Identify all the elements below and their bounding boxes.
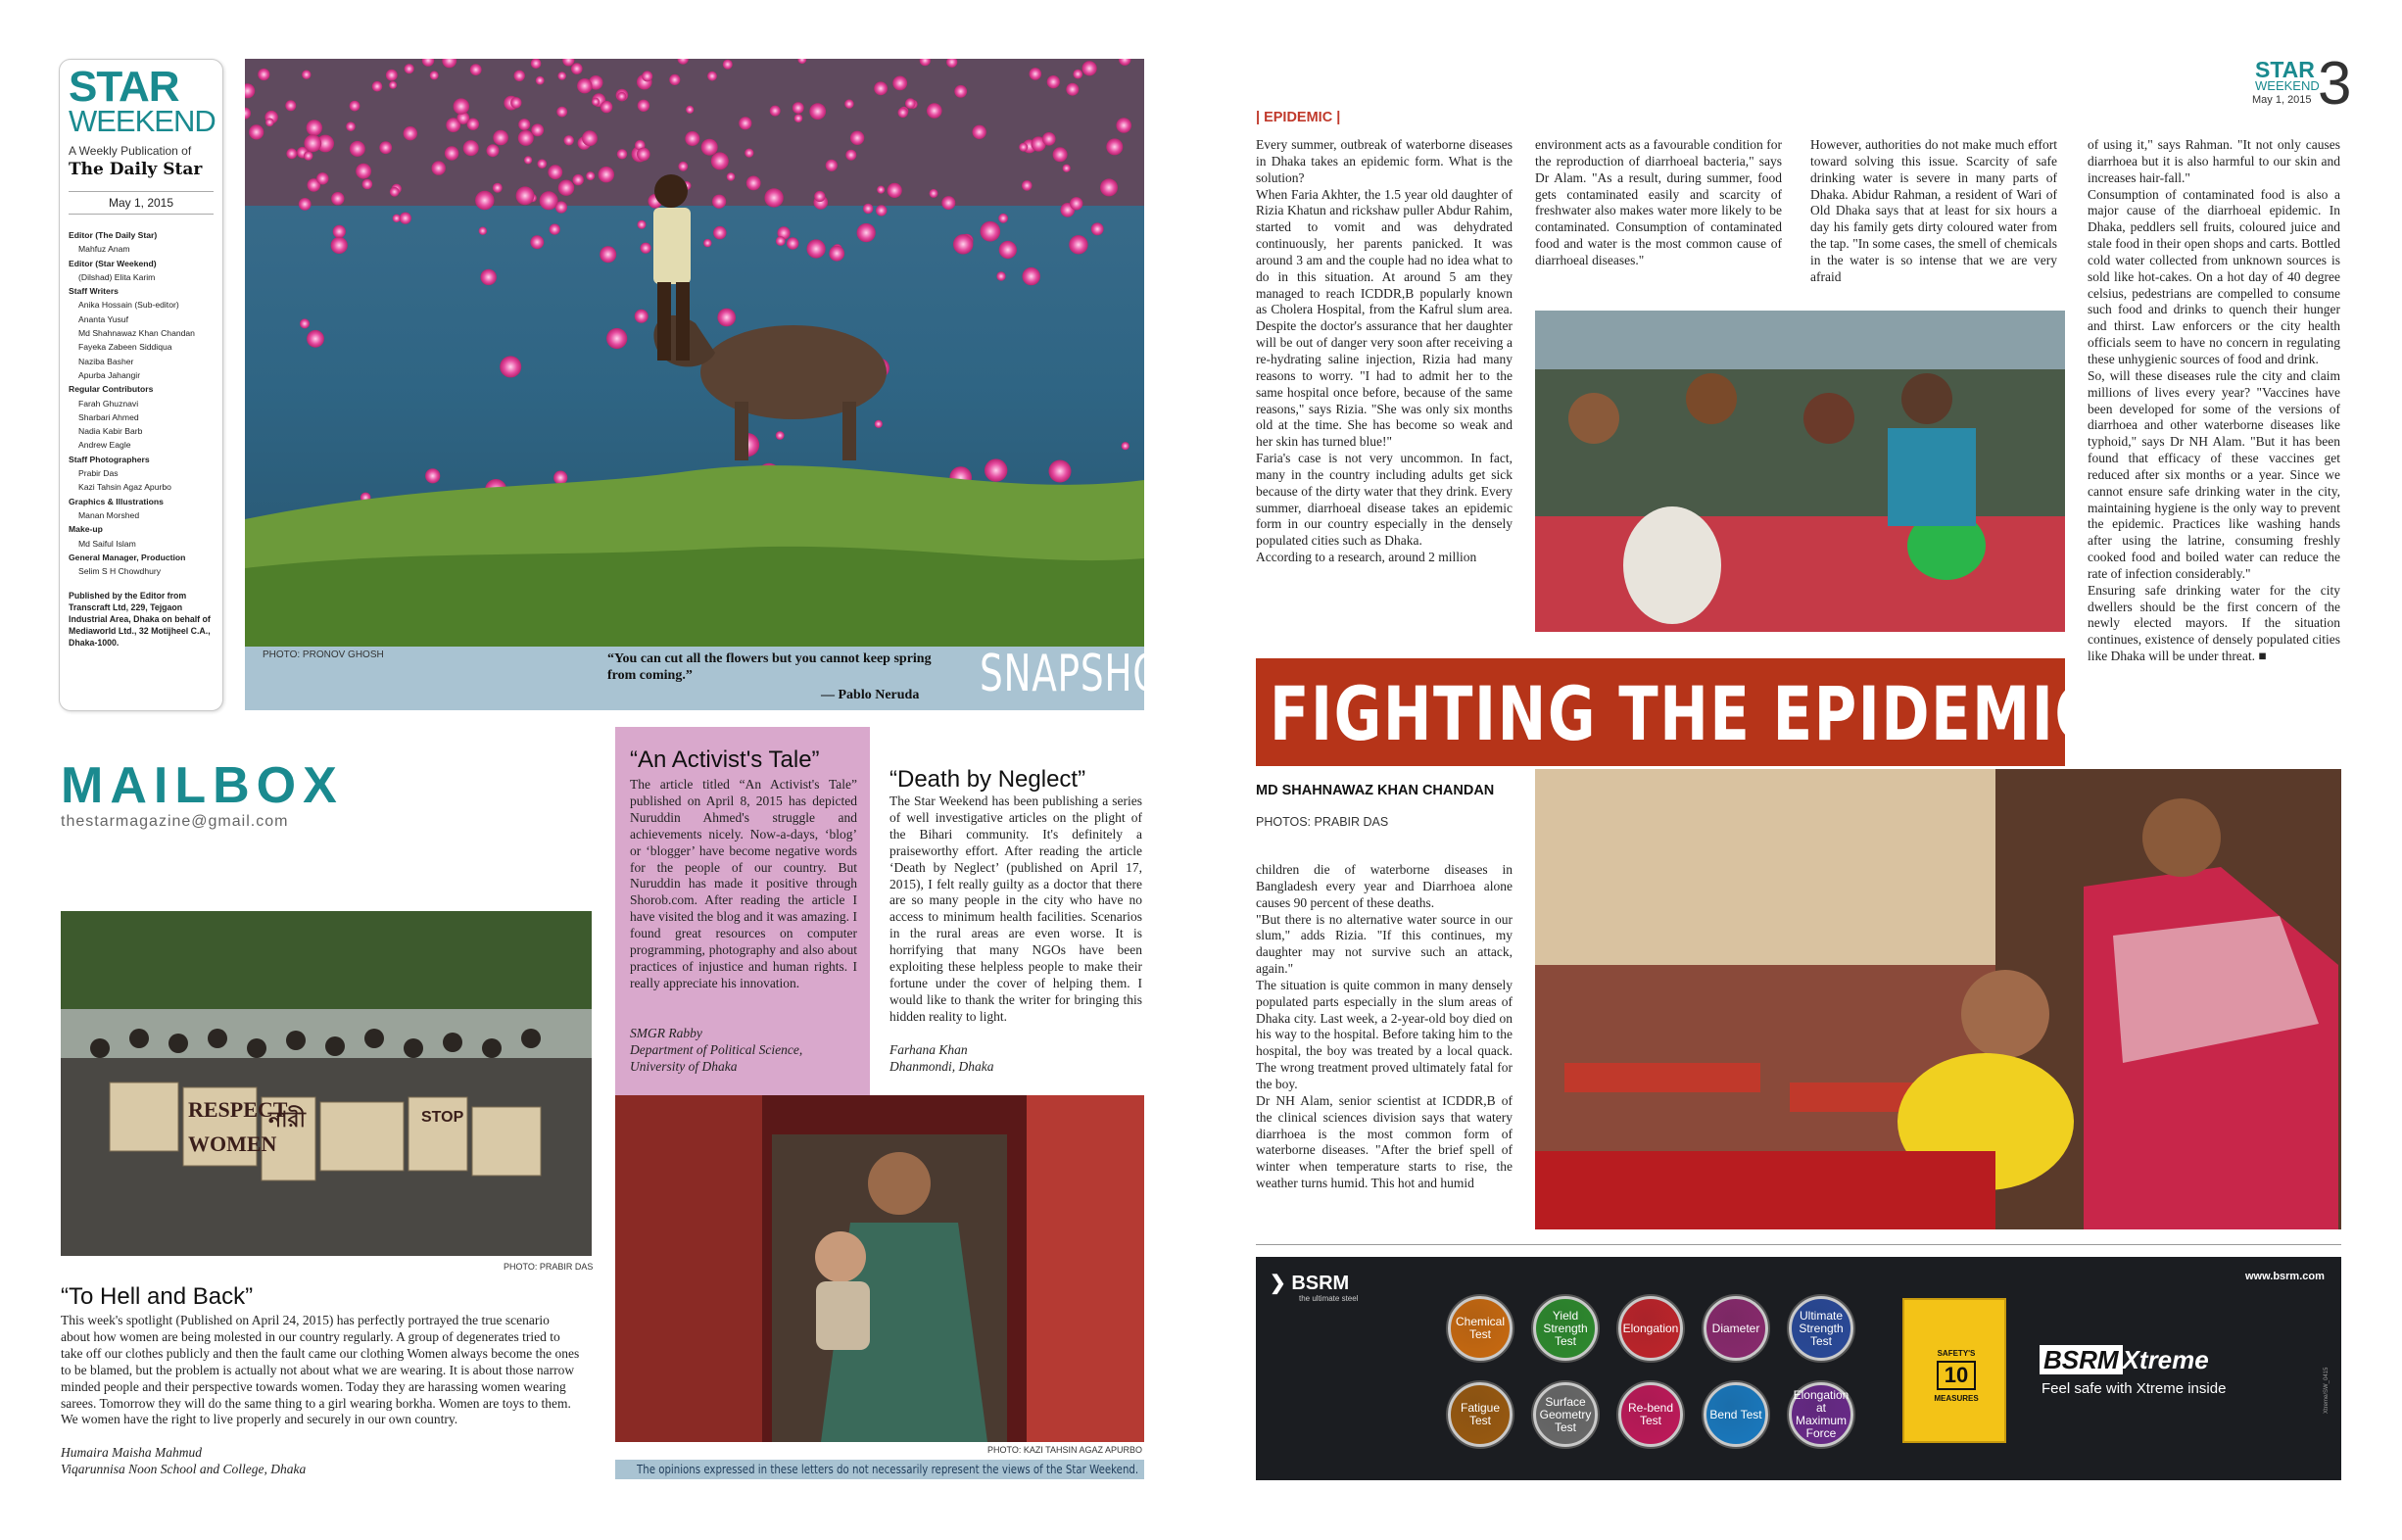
lotus-flower [362, 179, 373, 190]
staff-name: Fayeka Zabeen Siddiqua [78, 342, 172, 353]
masthead-star: STAR [69, 63, 179, 111]
lotus-flower [536, 76, 545, 85]
ad-url[interactable]: www.bsrm.com [2245, 1271, 2325, 1282]
ad-brand-tagline: the ultimate steel [1299, 1294, 1359, 1303]
lotus-flower [493, 130, 508, 146]
staff-name: Kazi Tahsin Agaz Apurbo [78, 482, 171, 493]
staff-list [69, 228, 214, 578]
lotus-flower [445, 146, 458, 160]
staff-name: Farah Ghuznavi [78, 398, 139, 409]
photos-credit: PHOTOS: PRABIR DAS [1256, 815, 1389, 829]
lotus-flower [850, 131, 864, 145]
lotus-flower [746, 176, 761, 191]
lotus-flower [556, 107, 567, 118]
lotus-flower [389, 81, 397, 89]
lotus-flower [930, 189, 938, 198]
mailbox-title: MAILBOX [61, 757, 344, 814]
ad-badge: Diameter [1704, 1296, 1768, 1361]
letter3-author: Farhana Khan [889, 1042, 968, 1057]
snapshot-photo-credit: PHOTO: PRONOV GHOSH [263, 650, 384, 660]
lotus-flower [430, 71, 439, 79]
lotus-flower [844, 99, 853, 108]
lotus-flower [953, 234, 973, 254]
lotus-flower [1049, 460, 1072, 483]
ad-product-x: Xtreme [2122, 1345, 2209, 1374]
lotus-flower [606, 328, 627, 349]
lotus-flower [905, 98, 916, 109]
lotus-flower [573, 174, 584, 185]
staff-name: Nadia Kabir Barb [78, 426, 143, 437]
masthead-date: May 1, 2015 [69, 191, 214, 215]
lotus-flower [829, 246, 844, 262]
lotus-flower [686, 106, 694, 114]
page-header-date: May 1, 2015 [2252, 94, 2312, 106]
lotus-flower [985, 458, 1007, 481]
lotus-flower [333, 225, 346, 238]
article-col4: However, authorities do not make much effort toward solving this issue. Scarcity of safe drinking water is severe in many parts of Dhaka. Abidur Rahman, a resident of Wari of Old Dhaka says that at least for six hours a day his family gets dirty coloured water from the tap. "In some cases, the smell of chemicals in the water is so intense that we are very afraid [1810, 137, 2057, 284]
lotus-flower [814, 191, 825, 202]
lotus-flower [635, 310, 649, 323]
mother-child-photo-credit: PHOTO: KAZI TAHSIN AGAZ APURBO [987, 1445, 1143, 1455]
lotus-flower [638, 100, 649, 112]
lotus-flower [1122, 442, 1129, 450]
lotus-flower [302, 71, 311, 79]
lotus-flower [600, 246, 616, 263]
lotus-flower [892, 76, 907, 91]
lotus-flower [300, 318, 310, 328]
ad-badge: Surface Geometry Test [1533, 1382, 1598, 1447]
lotus-flower [518, 130, 534, 146]
lotus-flower [764, 188, 783, 207]
lotus-flower [1082, 61, 1097, 75]
lotus-flower [794, 114, 803, 122]
letter2-affiliation: Department of Political Science, University of Dhaka [630, 1042, 803, 1074]
lotus-flower [711, 152, 729, 169]
lotus-flower [863, 204, 873, 214]
lotus-flower [776, 236, 786, 246]
staff-role: Staff Photographers [69, 454, 150, 464]
article-col1: Every summer, outbreak of waterborne diseases in Dhaka takes an epidemic form. What is the solution? When Faria Akhter, the 1.5 year old daughter of Rizia Khatun and rickshaw puller Abdur Rahim, started to vomit and was dehydrated continuously, her parents panicked. It was around 3 am and the couple had no idea what to do in this situation. At around 5 am they managed to reach ICDDR,B popularly known as Cholera Hospital, from the Kafrul slum area. Despite the doctor's assurance that her daughter will be out of danger very soon after receiving a re-hydrating saline injection, Rizia had many reasons to worry. "I had to admit her to the same hospital once before, because of the same reasons," says Rizia. "She was only six months old at the time. She has become so weak and her skin has turned blue!" Faria's case is not very uncommon. In fact, many in the country including adults get sick because of the dirty water that they drink. Every summer, diarrhoeal disease takes an epidemic form in our country especially in the densely populated cities such as Dhaka. According to a research, around 2 million [1256, 137, 1513, 565]
lotus-flower [405, 64, 414, 73]
staff-role: Editor (The Daily Star) [69, 230, 158, 240]
lotus-flower [1053, 147, 1068, 162]
lotus-flower [713, 226, 726, 239]
page-header-star: STAR [2255, 57, 2315, 82]
staff-name: Ananta Yusuf [78, 313, 128, 324]
lotus-flower [550, 224, 560, 235]
lotus-flower [712, 195, 726, 209]
lotus-flower [346, 121, 356, 131]
ad-product [2040, 1345, 2209, 1375]
lotus-flower [927, 103, 942, 119]
lotus-flower [776, 431, 785, 440]
lotus-flower [1073, 70, 1082, 79]
lotus-flower [1066, 83, 1079, 96]
staff-name: Mahfuz Anam [78, 244, 130, 255]
ad-badge: Fatigue Test [1448, 1382, 1513, 1447]
lotus-flower [1030, 68, 1042, 80]
hospital-photo [1535, 769, 2341, 1229]
hospital-illustration [1535, 769, 2341, 1229]
lotus-flower [707, 72, 717, 81]
lotus-flower [510, 97, 521, 108]
staff-name: Anika Hossain (Sub-editor) [78, 300, 179, 311]
masthead-tagline: A Weekly Publication of [69, 144, 192, 158]
lotus-flower [475, 191, 494, 210]
staff-role: General Manager, Production [69, 552, 186, 562]
lotus-flower [286, 148, 297, 159]
lotus-flower [531, 123, 544, 136]
lotus-flower [558, 180, 574, 196]
sign-nari: নারী [268, 1108, 306, 1132]
lotus-flower [1022, 180, 1033, 191]
bsrm-advert [1256, 1257, 2341, 1480]
staff-name: Andrew Eagle [78, 440, 131, 451]
lotus-flower [540, 191, 558, 210]
lotus-flower [1023, 267, 1040, 285]
byline: MD SHAHNAWAZ KHAN CHANDAN [1256, 783, 1495, 798]
lotus-flower [898, 108, 908, 118]
masthead-weekend: WEEKEND [69, 104, 216, 138]
sign-respect: RESPECT [188, 1097, 288, 1122]
lotus-flower [1100, 178, 1118, 196]
lotus-flower [1042, 132, 1056, 146]
lotus-flower [703, 239, 711, 247]
letter3-title: “Death by Neglect” [889, 766, 1086, 793]
disclaimer-text: The opinions expressed in these letters do not necessarily represent the views of the Star Weekend. [637, 1463, 1139, 1476]
lotus-flower [307, 330, 324, 348]
lotus-flower [787, 237, 798, 249]
staff-name: Sharbari Ahmed [78, 411, 139, 422]
ad-logo [1270, 1271, 1349, 1295]
ad-divider [1256, 1244, 2341, 1245]
lotus-flower [669, 74, 680, 85]
lotus-flower [530, 235, 544, 249]
lotus-flower [641, 243, 651, 254]
lotus-flower [265, 119, 274, 127]
lotus-flower [331, 192, 344, 205]
lotus-flower [875, 420, 883, 428]
lotus-flower [996, 271, 1005, 280]
lotus-flower [600, 101, 612, 113]
staff-name: (Dilshad) Elita Karim [78, 271, 156, 282]
section-tag: | EPIDEMIC | [1256, 110, 1341, 125]
lotus-flower [1019, 143, 1028, 152]
staff-role: Staff Writers [69, 286, 119, 297]
safety-top-label: SAFETY'S [1937, 1349, 1976, 1358]
staff-role: Graphics & Illustrations [69, 496, 164, 506]
lotus-flower [809, 103, 826, 120]
lotus-flower [577, 78, 592, 93]
lotus-flower [386, 70, 398, 81]
lotus-flower [372, 81, 383, 92]
snapshot-photo-illustration [245, 59, 1144, 710]
lotus-flower [514, 71, 525, 81]
staff-name: Naziba Basher [78, 356, 134, 366]
lotus-flower [487, 144, 500, 157]
lotus-flower [304, 151, 313, 161]
lotus-flower [701, 139, 718, 156]
lotus-flower [518, 119, 530, 130]
lotus-flower [1047, 75, 1060, 88]
safety-bottom-label: MEASURES [1934, 1394, 1979, 1403]
letter2-title: “An Activist's Tale” [630, 746, 820, 773]
sign-women: WOMEN [188, 1131, 277, 1156]
lotus-flower [524, 156, 532, 164]
lotus-flower [998, 214, 1008, 223]
published-by: Published by the Editor from Transcraft Ltd, 229, Tejgaon Industrial Area, Dhaka on behalf of Mediaworld Ltd., 32 Motijheel C.A., Dhaka-1000. [69, 591, 211, 649]
article-col2: children die of waterborne diseases in Bangladesh every year and Diarrhoea alone causes 90 percent of these deaths. "But there is no alternative water source in our slum," adds Rizia. "If this continues, my daughter may not survive such an attack, again." The situation is quite common in many densely populated parts especially in the slum areas of Dhaka city. Last week, a 2-year-old boy died on his way to the hospital. Before taking him to the hospital, the boy was treated by a local quack. The wrong treatment proved ultimately fatal for the boy. Dr NH Alam, senior scientist at ICDDR,B of the clinical sciences division says that watery diarrhoea is the most common form of waterborne diseases. "After the brief spell of winter when temperature starts to rise, the weather turns humid. This hot and humid [1256, 862, 1513, 1191]
headline: FIGHTING THE EPIDEMIC [1270, 670, 2099, 757]
lotus-flower [299, 198, 312, 211]
lotus-flower [479, 227, 487, 235]
lotus-flower [538, 159, 548, 168]
sign-stop: STOP [421, 1109, 464, 1126]
protest-photo-illustration [61, 911, 592, 1256]
letter1-title: “To Hell and Back” [61, 1283, 254, 1310]
lotus-flower [876, 205, 887, 216]
lotus-flower [516, 186, 535, 205]
lotus-flower [638, 220, 647, 229]
ad-badge: Yield Strength Test [1533, 1296, 1598, 1361]
lotus-flower [793, 102, 804, 114]
lotus-flower [1063, 165, 1071, 172]
page-header-weekend: WEEKEND [2255, 78, 2320, 93]
lotus-flower [877, 186, 885, 194]
ad-product-tagline: Feel safe with Xtreme inside [2042, 1380, 2227, 1397]
safety-number: 10 [1937, 1361, 1976, 1390]
snapshot-quote: “You can cut all the flowers but you cannot keep spring from coming.” [607, 651, 932, 683]
staff-name: Prabir Das [78, 468, 119, 479]
snapshot-label: SNAPSHOT [980, 645, 1185, 703]
masthead-paper-name: The Daily Star [69, 160, 203, 179]
ad-badge: Chemical Test [1448, 1296, 1513, 1361]
lotus-flower [304, 134, 321, 152]
lotus-flower [331, 237, 348, 254]
lotus-flower [432, 161, 446, 174]
lotus-flower [1106, 138, 1123, 155]
ad-badge: Elongation at Maximum Force [1789, 1382, 1853, 1447]
letter1-author: Humaira Maisha Mahmud [61, 1445, 202, 1460]
lotus-flower [356, 164, 371, 179]
lotus-flower [745, 149, 753, 158]
lotus-flower [564, 135, 574, 145]
lotus-flower [826, 160, 838, 171]
lotus-flower [642, 71, 652, 81]
street-vendor-illustration [1535, 311, 2065, 632]
staff-name: Selim S H Chowdhury [78, 566, 162, 577]
lotus-flower [557, 72, 566, 80]
staff-name: Md Saiful Islam [78, 538, 136, 549]
street-vendor-photo [1535, 311, 2065, 632]
masthead-card [59, 59, 223, 711]
staff-role: Make-up [69, 524, 103, 535]
lotus-flower [888, 183, 902, 198]
lotus-flower [454, 98, 469, 114]
staff-role: Regular Contributors [69, 384, 154, 395]
ad-logo-icon: ❯ [1270, 1273, 1292, 1294]
protest-photo [61, 911, 592, 1256]
lotus-flower [678, 162, 688, 171]
lotus-flower [717, 309, 736, 327]
letter3-body: The Star Weekend has been publishing a series of well investigative articles on the plight of the Bihari community. It's definitely a praiseworthy effort. After reading the article ‘Death by Neglect’ (published on April 17, 2015), I felt really guilty as a doctor that there are so many people in the city who have no access to minimum health facilities. Scenarios in the rural areas are even worse. It is horrifying that many NGOs have been exploiting these helpless people to make their fortune under the cover of helping them. I would like to thank the writer for bringing this hidden reality to light. [889, 794, 1142, 1024]
lotus-flower [379, 141, 392, 154]
ad-badge: Re-bend Test [1618, 1382, 1683, 1447]
lotus-flower [874, 81, 888, 95]
lotus-flower [770, 106, 781, 117]
lotus-flower [586, 171, 595, 180]
lotus-flower [463, 140, 479, 156]
lotus-flower [1116, 118, 1131, 133]
lotus-flower [973, 125, 986, 139]
snapshot-quote-author: — Pablo Neruda [821, 688, 920, 702]
ad-badge: Ultimate Strength Test [1789, 1296, 1853, 1361]
lotus-flower [548, 165, 562, 179]
mother-child-illustration [615, 1095, 1144, 1442]
lotus-flower [954, 85, 967, 98]
letter2-body: The article titled “An Activist's Tale” published on April 8, 2015 has depicted Nuruddin Ahmed's struggle and achievements nicely. Now-a-days, ‘blog’ or ‘blogger’ have become negative words for the people of our country. But Nuruddin has made it positive through Shorob.com. After reading the article I have visited the blog and it was amazing. I found great resources on computer programming, photography and also about practices of injustice and human rights. I really appreciate his innovation. [630, 777, 857, 990]
lotus-flower [727, 172, 736, 181]
letter1-body: This week's spotlight (Published on April 24, 2015) has perfectly portrayed the true scenario about how women are being molested in our country regularly. A group of degenerates tried to take off our clothes publicly and then the fault came our clothing Women always become the ones to be blamed, but the problem is actually not about what we are wearing. It is about those narrow minded people and their perspective towards women. Today they are harassing women wearing sarees. Tomorrow they will do the same thing to a girl wearing borkha. Women are toys to them. We women have the right to live properly and securely in our own country. [61, 1313, 580, 1427]
lotus-flower [685, 131, 699, 146]
lotus-flower [857, 223, 876, 242]
lotus-flower [553, 471, 567, 485]
snapshot-photo [245, 59, 1144, 710]
lotus-flower [637, 148, 650, 162]
mailbox-email[interactable]: thestarmagazine@gmail.com [61, 813, 289, 830]
staff-name: Apurba Jahangir [78, 369, 141, 380]
ad-product-name: BSRM [2040, 1345, 2123, 1374]
lotus-flower [258, 69, 269, 80]
staff-name: Md Shahnawaz Khan Chandan [78, 328, 195, 339]
lotus-flower [941, 196, 955, 210]
lotus-flower [617, 92, 626, 101]
page-number: 3 [2318, 50, 2352, 118]
lotus-flower [1070, 197, 1082, 210]
staff-name: Manan Morshed [78, 509, 140, 520]
lotus-flower [981, 221, 1001, 242]
mother-child-photo [615, 1095, 1144, 1442]
letter3-affiliation: Dhanmondi, Dhaka [889, 1059, 994, 1074]
lotus-flower [285, 100, 296, 111]
lotus-flower [592, 98, 600, 106]
lotus-flower [599, 167, 614, 182]
protest-photo-credit: PHOTO: PRABIR DAS [504, 1262, 594, 1272]
letter2-author: SMGR Rabby [630, 1026, 702, 1040]
lotus-flower [425, 468, 440, 483]
lotus-flower [1069, 235, 1087, 254]
lotus-flower [481, 269, 497, 285]
lotus-flower [999, 241, 1017, 259]
ad-brand: BSRM [1291, 1273, 1350, 1294]
letter1-affiliation: Viqarunnisa Noon School and College, Dhaka [61, 1462, 307, 1476]
article-col3: environment acts as a favourable condition for the reproduction of diarrhoeal bacteria," says Dr Alam. "As a result, during summer, food gets contaminated easily and scarcity of freshwater also makes water more likely to be contaminated. Consumption of contaminated food and water is the most common cause of diarrhoeal diseases." [1535, 137, 1782, 267]
lotus-flower [307, 120, 322, 135]
lotus-flower [807, 239, 826, 258]
lotus-flower [571, 63, 583, 74]
lotus-flower [467, 119, 479, 130]
lotus-flower [400, 213, 411, 224]
lotus-flower [845, 150, 856, 161]
lotus-flower [500, 356, 521, 377]
article-col5: of using it," says Rahman. "It not only causes diarrhoea but it is also harmful to our skin and increases hair-fall." Consumption of contaminated food is also a major cause of the diarrhoeal epidemic. In Dhaka, peddlers sell fruits, coloured juice and stale food in their open shops and carts. Bottled cold water collected from unknown sources is sold like hot-cakes. On a hot day of 40 degree celsius, pedestrians are compelled to consume such food and drinks to quench their hunger and thirst. Law enforcers or the city health officials seem to have no concern in regulating these unhygienic sources of food and drink. So, will these diseases rule the city and claim millions of lives every year? "Vaccines have been developed for some of the versions of diarrhoea and other waterborne diseases like typhoid," says Dr NH Alam. "But it has been found that efficacy of these vaccines get reduced after six months or a year. Since we cannot ensure safe drinking water in the city, maintaining hygiene is the only way to prevent the epidemic. Practices like washing hands after using the latrine, consuming freshly cooked food and boiled water can reduce the rate of infection considerably." Ensuring safe drinking water for the city dwellers should be the first concern of the newly elected mayors. If the situation continues, existence of densely populated cities like Dhaka will be under threat. ■ [2088, 137, 2340, 664]
lotus-flower [739, 117, 751, 129]
lotus-flower [617, 149, 627, 159]
lotus-flower [1091, 222, 1104, 235]
lotus-flower [723, 60, 733, 70]
lotus-flower [350, 141, 365, 157]
lotus-flower [470, 64, 482, 75]
lotus-flower [316, 172, 328, 184]
lotus-flower [582, 130, 598, 146]
staff-role: Editor (Star Weekend) [69, 258, 157, 268]
lotus-flower [390, 187, 400, 197]
ad-badge: Bend Test [1704, 1382, 1768, 1447]
lotus-flower [493, 183, 503, 193]
ad-badge: Elongation [1618, 1296, 1683, 1361]
lotus-flower [404, 126, 417, 140]
lotus-flower [249, 124, 264, 139]
ad-side-code: Xtreme/SW_0415 [2324, 1367, 2330, 1414]
lotus-flower [350, 101, 360, 112]
safety-plaque [1902, 1298, 2006, 1443]
